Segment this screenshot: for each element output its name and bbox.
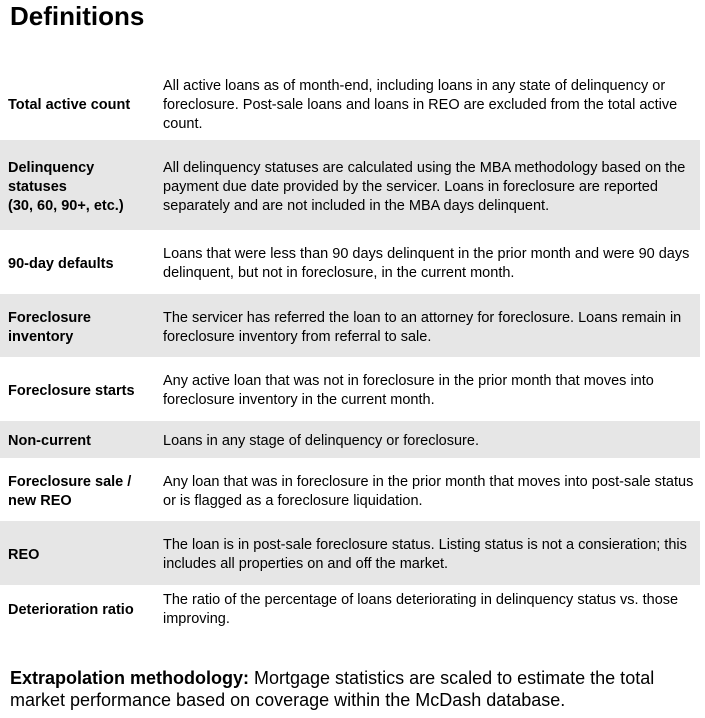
definition-row-foreclosure-inventory: [0, 294, 700, 357]
definition-term: Total active count: [8, 96, 131, 113]
definition-row-90-day-defaults: [0, 230, 700, 294]
definition-row-foreclosure-sale-new-reo: [0, 458, 700, 521]
definition-term: Foreclosure inventory: [8, 309, 91, 345]
definition-term: REO: [8, 546, 40, 563]
definition-row-total-active-count: [0, 66, 700, 140]
definition-term: Foreclosure sale / new REO: [8, 473, 132, 509]
definition-row-reo: [0, 521, 700, 585]
definition-description: Any active loan that was not in foreclosure in the prior month that moves into foreclosure inventory in the current month.: [163, 373, 654, 408]
definition-term: Deterioration ratio: [8, 601, 134, 618]
definition-description: Any loan that was in foreclosure in the prior month that moves into post-sale status or is flagged as a foreclosure liquidation.: [163, 473, 694, 509]
definition-description: All active loans as of month-end, including loans in any state of delinquency or foreclosure. Post-sale loans and loans in REO are excluded from the total active count.: [163, 77, 678, 132]
footer-label: Extrapolation methodology:: [10, 668, 250, 688]
definition-row-non-current: [0, 421, 700, 458]
extrapolation-methodology-note: [10, 667, 700, 711]
definition-description: Loans that were less than 90 days delinquent in the prior month and were 90 days delinquent, but not in foreclosure, in the current month.: [163, 246, 690, 281]
definition-description: All delinquency statuses are calculated using the MBA methodology based on the payment due date provided by the servicer. Loans in foreclosure are reported separately and are not included in the MBA days delinquent.: [163, 159, 686, 214]
definition-term: 90-day defaults: [8, 255, 114, 272]
page-title: Definitions: [10, 1, 145, 31]
definition-row-foreclosure-starts: [0, 357, 700, 421]
definitions-table: [0, 66, 700, 631]
definition-description: Loans in any stage of delinquency or foreclosure.: [163, 433, 479, 449]
definition-description: The servicer has referred the loan to an attorney for foreclosure. Loans remain in foreclosure inventory from referral to sale.: [163, 309, 682, 345]
definition-term: Non-current: [8, 433, 91, 449]
definition-term: Foreclosure starts: [8, 382, 135, 399]
definition-row-deterioration-ratio: [0, 585, 700, 631]
definition-term: Delinquency statuses (30, 60, 90+, etc.): [8, 159, 124, 214]
footer-text: Mortgage statistics are scaled to estimate the total market performance based on coverage within the McDash database.: [10, 668, 655, 710]
definition-description: The loan is in post-sale foreclosure status. Listing status is not a consieration; this includes all properties on and off the market.: [163, 537, 687, 572]
definition-description: The ratio of the percentage of loans deteriorating in delinquency status vs. those improving.: [163, 592, 679, 627]
definition-row-delinquency-statuses: [0, 140, 700, 230]
